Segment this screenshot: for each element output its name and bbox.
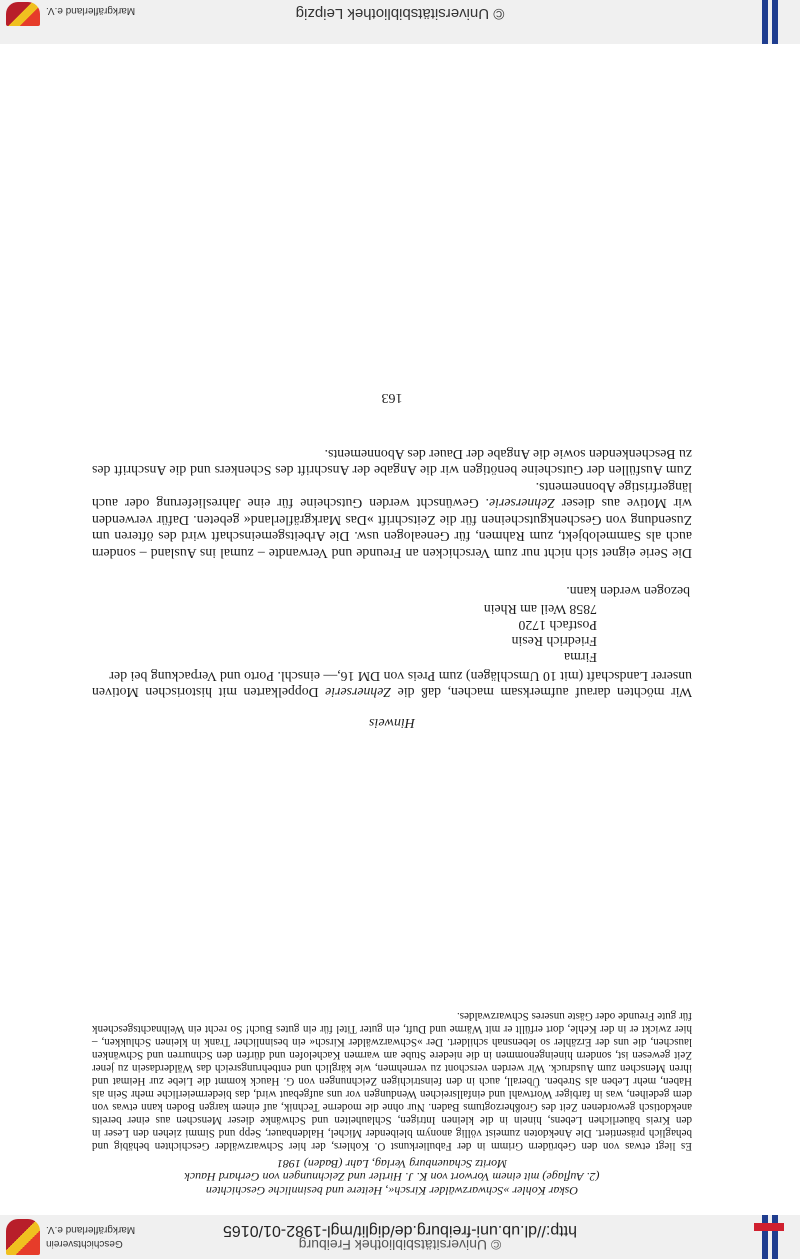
society-name: Markgräflerland e.V.: [46, 5, 136, 16]
society-name-line1: Geschichtsverein: [46, 1238, 123, 1249]
page-content: [92, 389, 692, 1197]
paragraph: Zum Ausfüllen der Gutscheine benötigen wir die Angabe der Anschrift des Schenkers und die Anschrift des zu Beschenkenden sowie die Angabe der Dauer des Abonnements.: [92, 446, 692, 479]
library-copyright: © Universitätsbibliothek Leipzig: [295, 5, 505, 22]
coat-of-arms-icon: [6, 1219, 40, 1255]
page-number: 163: [381, 390, 403, 406]
library-copyright: © Universitätsbibliothek Freiburg: [298, 1237, 502, 1253]
firm-address: [92, 601, 692, 665]
paragraph: Wir möchten darauf aufmerksam machen, daß die Zehnerserie Doppelkarten mit historischen Motiven unserer Landschaft (mit 10 Umschlägen) zum Preis von DM 16,— einschl. Porto und Verpackung bei der: [92, 668, 692, 701]
society-logo: [6, 2, 136, 40]
book-ref-line: (2. Auflage) mit einem Vorwort von K. J. Hirtler und Zeichnungen von Gerhard Hauck: [184, 1170, 600, 1185]
viewer-bottom-bar: [0, 0, 800, 44]
section-title: Hinweis: [369, 715, 415, 731]
society-logo: [6, 1217, 136, 1255]
book-ref-line: Moritz Schauenburg Verlag, Lahr (Baden) 1981: [276, 1157, 508, 1171]
coat-of-arms-icon: [6, 2, 40, 26]
paragraph: Die Serie eignet sich nicht nur zum Verschicken an Freunde und Verwandte – zumal ins Ausland – sondern auch als Sammelobjekt, zum Rahmen, für Genealogen usw. Die Arbeitsgemeinschaft wird des öfteren um Zusendung von Geschenkgutscheinen für die Zeitschrift »Das Markgräflerland« gebeten. Dafür verwenden wir Motive aus dieser Zehnerserie. Gewünscht werden Gutscheine für eine Jahreslieferung oder auch längerfristige Abonnements.: [92, 479, 692, 561]
address-line: Firma: [564, 650, 597, 666]
book-ref-line: Oskar Kohler »Schwarzwälder Kirsch«, Heitere und besinnliche Geschichten: [205, 1184, 579, 1198]
society-name-line2: Markgräflerland e.V.: [46, 1224, 136, 1235]
paragraph: bezogen werden kann.: [566, 584, 690, 600]
viewer-top-bar: [0, 1215, 800, 1259]
hinweis-section: [92, 445, 692, 700]
permalink-url[interactable]: http://dl.ub.uni-freiburg.de/diglit/mgl-1982-01/0165: [223, 1222, 577, 1239]
book-reference: [92, 1157, 692, 1198]
address-line: Friedrich Resin: [511, 634, 597, 650]
book-review-text: Es liegt etwas von den Gebrüdern Grimm in der Fabulierkunst O. Kohlers, der hier Schwarzwälder Geschichten behäbig und behaglich präsentiert. Die Anekdoten zumeist völlig anonym bleibender Michel, Haldenbauer, Sepp und Simmi ziehen den Leser in den Kreis bäuerlichen Lebens, hinein in die kleinen Intrigen, Schlauheiten und Schwänke dieser Menschen aus einer bereits anekdotisch gewordenen Zeit des Großherzogtums Baden. Nur ohne die moderne Technik, auf einem kargen Boden kann etwas von dem gedeihen, was in farbiger Wortwahl und einfallsreichen Wendungen vor uns aufgebaut wird, das biedermeierliche mehr Sein als Haben, mehr Leben als Streben. Überall, auch in den feinstrichigen Zeichnungen von G. Hauck kommt die Liebe zur Heimat und ihren Menschen zum Ausdruck. Wir werden verschont zu vernehmen, wie kärglich und entbehrungsreich das Wälderdasein zu jener Zeit gewesen ist, sondern hineingenommen in die niedere Stube am warmen Kachelofen und dürfen den Schnurren und Schwänken lauschen, die uns der Erzähler so lebensnah schildert. Der »Schwarzwälder Kirsch« ein besinnlicher Trank in kleinen Schlukken, – hier zwickt er in der Kehle, dort erfüllt er mit Wärme und Duft, ein guter Titel für ein gutes Buch! So recht ein Weihnachtsgeschenk für gute Freunde oder Gäste unseres Schwarzwaldes.: [92, 1009, 692, 1153]
address-line: 7858 Weil am Rhein: [483, 602, 597, 618]
address-line: Postfach 1720: [518, 618, 597, 634]
